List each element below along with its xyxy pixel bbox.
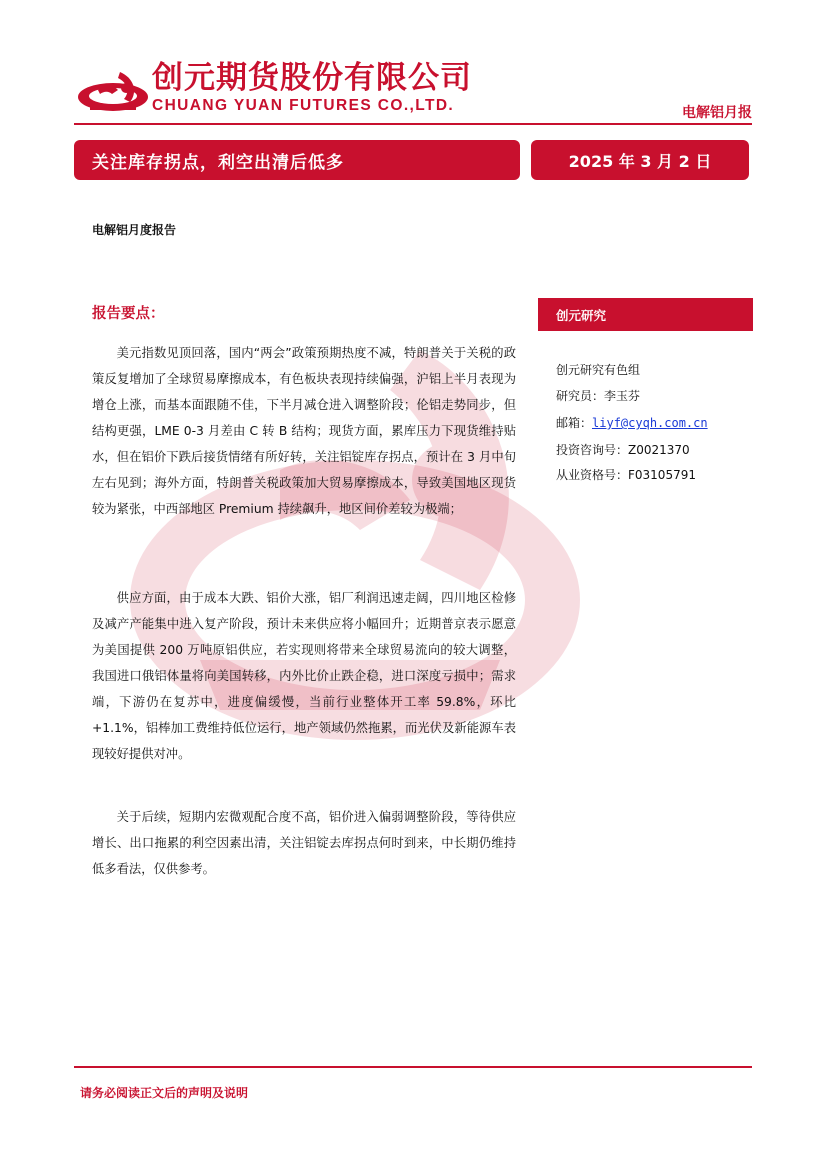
qualification-number: 从业资格号：F03105791 [556,468,696,482]
report-date-bar [531,140,749,180]
header-divider [74,123,752,125]
analyst-name: 研究员：李玉芬 [556,389,641,403]
report-title-bar [74,140,520,180]
email-label: 邮箱： [556,416,593,430]
email-link[interactable]: liyf@cyqh.com.cn [592,416,708,430]
sidebar-header [538,298,753,331]
report-date: 2025 年 3 月 2 日 [568,151,712,171]
analyst-email-row [556,413,708,433]
key-points-heading: 报告要点： [92,306,165,322]
company-logo-icon [76,68,150,112]
key-point-paragraph: 关于后续，短期内宏微观配合度不高，铝价进入偏弱调整阶段，等待供应增长、出口拖累的利空因素出清，关注铝锭去库拐点何时到来，中长期仍维持低多看法，仅供参考。 [92,810,516,876]
research-group: 创元研究有色组 [556,363,641,377]
footer-disclaimer: 请务必阅读正文后的声明及说明 [80,1086,249,1100]
company-name-cn: 创元期货股份有限公司 [152,60,472,96]
report-title: 关注库存拐点，利空出清后低多 [92,152,344,173]
company-name-en: CHUANG YUAN FUTURES CO.,LTD. [152,97,455,114]
report-type-label: 电解铝月报 [682,105,752,121]
key-point-paragraph: 供应方面，由于成本大跌、铝价大涨，铝厂利润迅速走阔，四川地区检修及减产产能集中进入复产阶段，预计未来供应将小幅回升；近期普京表示愿意为美国提供 200 万吨原铝供应，若实现则将带来全球贸易流向的较大调整，我国进口俄铝体量将向美国转移，内外比价止跌企稳，进口深度亏损中；需求端，下游仍在复苏中，进度偏缓慢，当前行业整体开工率 59.8%，环比+1.1%，铝棒加工费维持低位运行，地产领域仍然拖累，而光伏及新能源车表现较好提供对冲。 [92,591,516,761]
investment-consulting-number: 投资咨询号：Z0021370 [556,443,690,457]
key-point-paragraph: 美元指数见顶回落，国内“两会”政策预期热度不减，特朗普关于关税的政策反复增加了全球贸易摩擦成本，有色板块表现持续偏强，沪铝上半月表现为增仓上涨，而基本面跟随不佳，下半月减仓进入调整阶段；伦铝走势同步，但结构更强，LME 0-3 月差由 C 转 B 结构；现货方面，累库压力下现货维持贴水，但在铝价下跌后接货情绪有所好转，关注铝锭库存拐点，预计在 3 月中旬左右见到；海外方面，特朗普关税政策加大贸易摩擦成本，导致美国地区现货较为紧张，中西部地区 Premium 持续飙升，地区间价差较为极端； [92,346,516,516]
footer-divider [74,1066,752,1068]
sidebar-header-label: 创元研究 [556,307,607,323]
report-subtitle: 电解铝月度报告 [92,223,177,237]
